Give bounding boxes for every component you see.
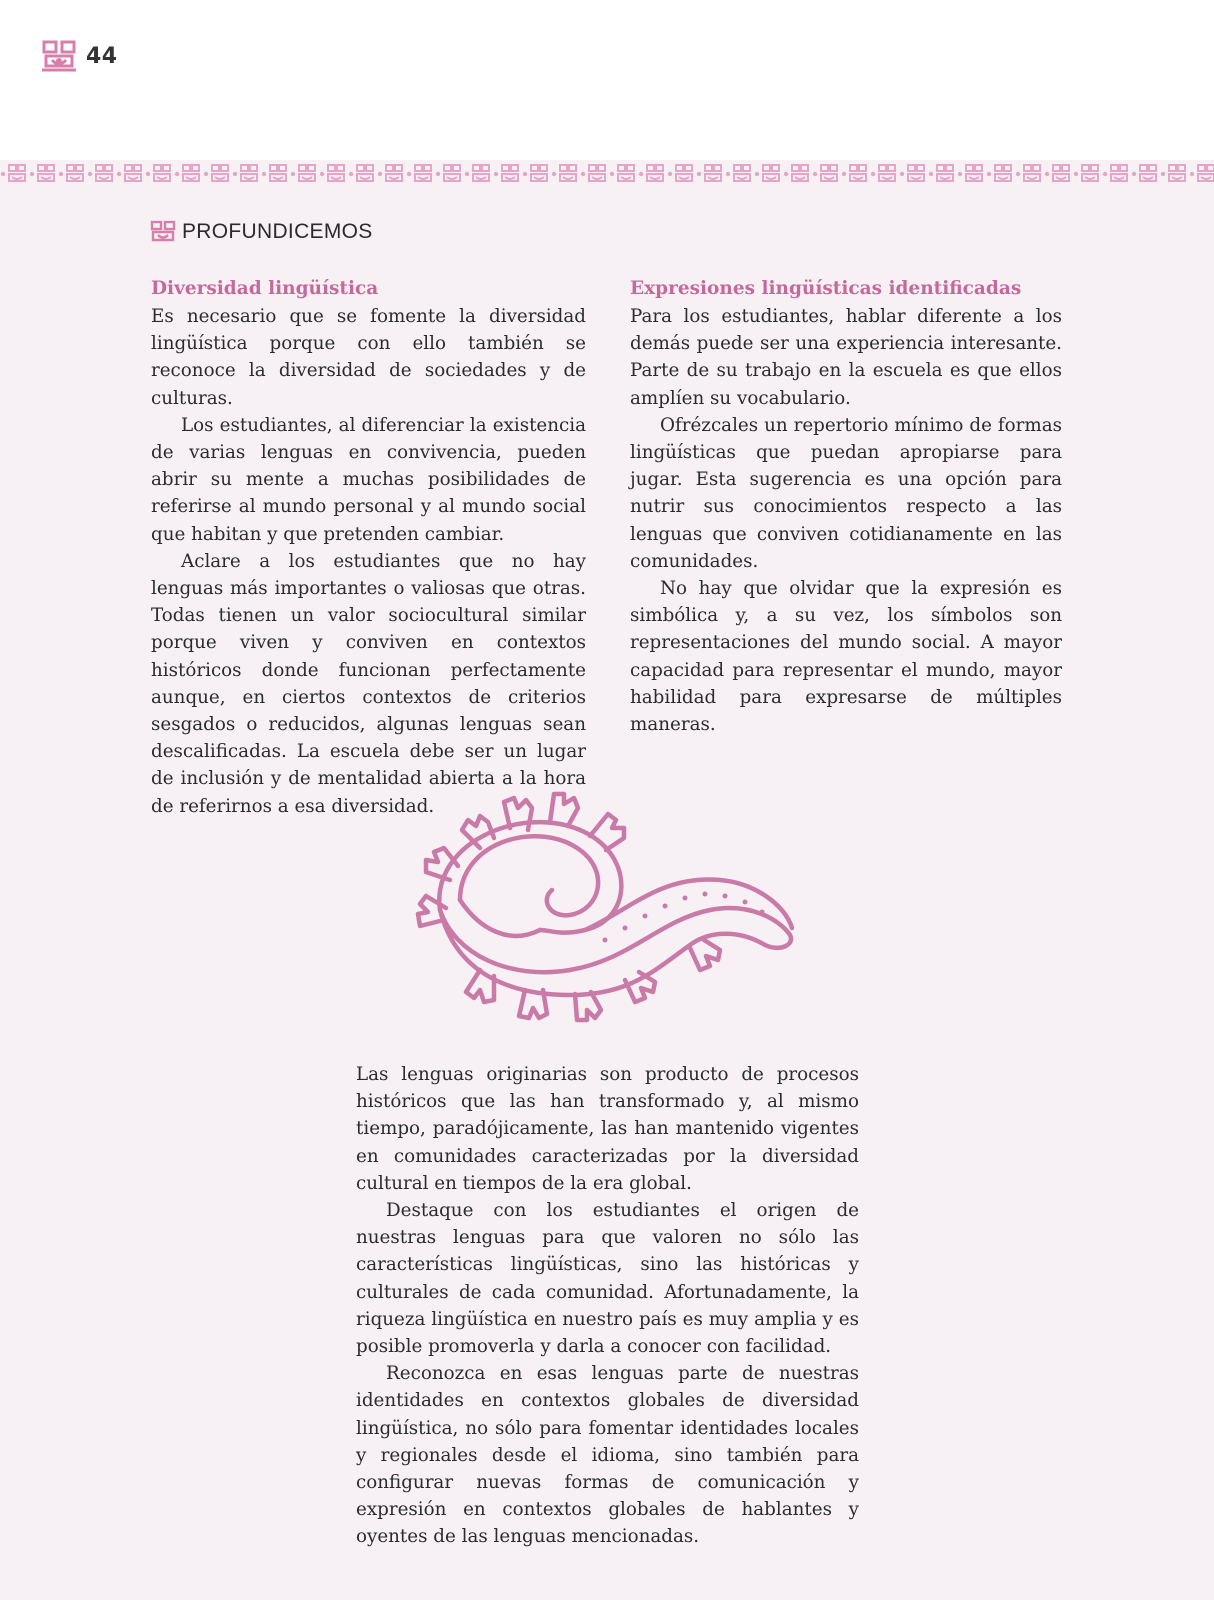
glyph-ornament-icon [150, 220, 176, 244]
left-paragraph-3: Aclare a los estudiantes que no hay lenguas más importantes o valiosas que otras. Todas tienen un valor sociocultural similar porque viven y conviven en contextos históricos donde funcionan perfectamente aunque, en ciertos contextos de criterios sesgados o reducidos, algunas lenguas sean descalificadas. La escuela debe ser un lugar de inclusión y de mentalidad abierta a la hora de referirnos a esa diversidad. [151, 550, 586, 817]
speech-scroll-ornament [400, 780, 810, 1040]
right-paragraph-2: Ofrézcales un repertorio mínimo de formas lingüísticas que puedan apropiarse para jugar. Esta sugerencia es una opción para nutrir sus conocimientos respecto a las lenguas que conviven cotidianamente en las comunidades. [630, 414, 1062, 572]
right-column [630, 275, 1062, 738]
section-title: PROFUNDICEMOS [182, 220, 373, 243]
bottom-paragraph-1: Las lenguas originarias son producto de procesos históricos que las han transformado y, al mismo tiempo, paradójicamente, las han mantenido vigentes en comunidades caracterizadas por la diversidad cultural en tiempos de la era global. [356, 1064, 859, 1194]
page-number: 44 [86, 43, 118, 69]
bottom-paragraph-2: Destaque con los estudiantes el origen de nuestras lenguas para que valoren no sólo las características lingüísticas, sino las históricas y culturales de cada comunidad. Afortunadamente, la riqueza lingüística en nuestro país es muy amplia y es posible promoverla y darla a conocer con facilidad. [356, 1200, 859, 1358]
bottom-column [356, 1061, 859, 1551]
left-column [151, 275, 586, 820]
glyph-ornament-icon [40, 38, 78, 74]
page-header [40, 36, 118, 76]
right-paragraph-3: No hay que olvidar que la expresión es simbólica y, a su vez, los símbolos son representaciones del mundo social. A mayor capacidad para representar el mundo, mayor habilidad para expresarse de múltiples maneras. [630, 578, 1062, 736]
left-paragraph-1: Es necesario que se fomente la diversidad lingüística porque con ello también se reconoce la diversidad de sociedades y de culturas. [151, 306, 586, 409]
right-paragraph-1: Para los estudiantes, hablar diferente a los demás puede ser una experiencia interesante. Parte de su trabajo en la escuela es que ellos amplíen su vocabulario. [630, 306, 1062, 409]
left-heading: Diversidad lingüística [151, 278, 379, 299]
decorative-border [0, 162, 1214, 186]
bottom-paragraph-3: Reconozca en esas lenguas parte de nuestras identidades en contextos globales de diversidad lingüística, no sólo para fomentar identidades locales y regionales desde el idioma, sino también para configurar nuevas formas de comunicación y expresión en contextos globales de hablantes y oyentes de las lenguas mencionadas. [356, 1363, 859, 1548]
section-label [150, 220, 373, 244]
left-paragraph-2: Los estudiantes, al diferenciar la existencia de varias lenguas en convivencia, pueden abrir su mente a muchas posibilidades de referirse al mundo personal y al mundo social que habitan y que pretenden cambiar. [151, 414, 586, 545]
right-heading: Expresiones lingüísticas identificadas [630, 278, 1022, 299]
